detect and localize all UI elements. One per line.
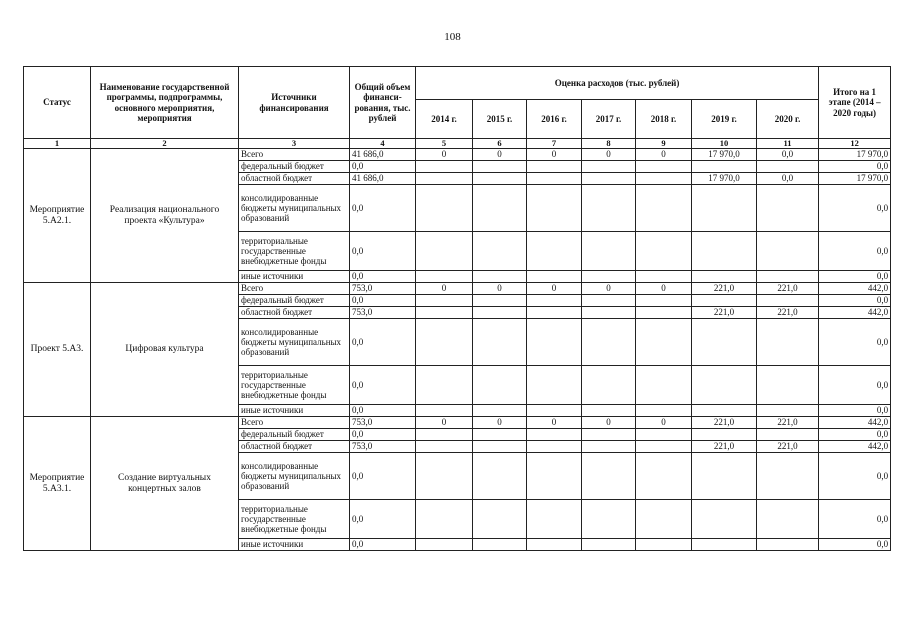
year-value-cell: 0 <box>527 417 582 429</box>
year-value-cell <box>636 453 692 500</box>
header-itogo: Итого на 1 этапе (2014 – 2020 годы) <box>819 67 891 139</box>
year-value-cell <box>473 500 527 539</box>
itogo-cell: 0,0 <box>819 232 891 271</box>
year-value-cell <box>527 405 582 417</box>
year-value-cell <box>473 271 527 283</box>
total-funding-cell: 0,0 <box>350 161 416 173</box>
column-number: 6 <box>473 139 527 149</box>
year-value-cell: 221,0 <box>757 307 819 319</box>
year-value-cell <box>527 500 582 539</box>
funding-source-cell: Всего <box>239 283 350 295</box>
header-year: 2020 г. <box>757 100 819 139</box>
funding-source-cell: иные источники <box>239 271 350 283</box>
year-value-cell <box>473 405 527 417</box>
year-value-cell: 0 <box>636 149 692 161</box>
funding-source-cell: областной бюджет <box>239 173 350 185</box>
header-name: Наименование государственной программы, подпрограммы, основного мероприятия, мероприятия <box>91 67 239 139</box>
total-funding-cell: 0,0 <box>350 453 416 500</box>
itogo-cell: 0,0 <box>819 319 891 366</box>
year-value-cell: 17 970,0 <box>692 173 757 185</box>
column-number: 4 <box>350 139 416 149</box>
total-funding-cell: 753,0 <box>350 417 416 429</box>
total-funding-cell: 0,0 <box>350 429 416 441</box>
header-status: Статус <box>24 67 91 139</box>
itogo-cell: 0,0 <box>819 271 891 283</box>
funding-source-cell: территориальные государственные внебюджетные фонды <box>239 366 350 405</box>
year-value-cell <box>582 319 636 366</box>
itogo-cell: 0,0 <box>819 185 891 232</box>
year-value-cell <box>692 185 757 232</box>
year-value-cell: 0 <box>473 283 527 295</box>
year-value-cell <box>692 405 757 417</box>
column-number: 2 <box>91 139 239 149</box>
year-value-cell: 17 970,0 <box>692 149 757 161</box>
year-value-cell <box>473 232 527 271</box>
funding-source-cell: федеральный бюджет <box>239 429 350 441</box>
year-value-cell <box>416 319 473 366</box>
year-value-cell <box>527 173 582 185</box>
year-value-cell: 0 <box>473 417 527 429</box>
year-value-cell <box>636 539 692 551</box>
column-number: 7 <box>527 139 582 149</box>
itogo-cell: 0,0 <box>819 161 891 173</box>
year-value-cell <box>582 539 636 551</box>
itogo-cell: 0,0 <box>819 295 891 307</box>
year-value-cell <box>473 366 527 405</box>
year-value-cell <box>416 405 473 417</box>
header-sources: Источники финансирования <box>239 67 350 139</box>
year-value-cell: 0,0 <box>757 149 819 161</box>
itogo-cell: 0,0 <box>819 500 891 539</box>
page-number: 108 <box>444 31 461 43</box>
year-value-cell <box>757 366 819 405</box>
year-value-cell <box>757 539 819 551</box>
year-value-cell: 0 <box>582 283 636 295</box>
itogo-cell: 0,0 <box>819 539 891 551</box>
year-value-cell <box>473 453 527 500</box>
year-value-cell <box>416 307 473 319</box>
year-value-cell <box>757 405 819 417</box>
total-funding-cell: 0,0 <box>350 366 416 405</box>
year-value-cell: 221,0 <box>757 283 819 295</box>
header-year: 2017 г. <box>582 100 636 139</box>
year-value-cell <box>416 366 473 405</box>
year-value-cell <box>636 366 692 405</box>
funding-source-cell: областной бюджет <box>239 441 350 453</box>
total-funding-cell: 41 686,0 <box>350 173 416 185</box>
year-value-cell <box>416 295 473 307</box>
year-value-cell <box>527 429 582 441</box>
year-value-cell <box>473 539 527 551</box>
year-value-cell <box>527 185 582 232</box>
column-number: 8 <box>582 139 636 149</box>
year-value-cell: 221,0 <box>692 283 757 295</box>
year-value-cell <box>473 161 527 173</box>
year-value-cell: 221,0 <box>692 441 757 453</box>
year-value-cell <box>473 429 527 441</box>
funding-source-cell: территориальные государственные внебюджетные фонды <box>239 500 350 539</box>
table-row <box>24 417 891 429</box>
column-number: 10 <box>692 139 757 149</box>
itogo-cell: 442,0 <box>819 441 891 453</box>
year-value-cell: 0 <box>416 417 473 429</box>
year-value-cell <box>636 405 692 417</box>
status-cell: Мероприятие 5.А2.1. <box>24 149 91 283</box>
status-cell: Проект 5.А3. <box>24 283 91 417</box>
year-value-cell <box>757 429 819 441</box>
header-year: 2016 г. <box>527 100 582 139</box>
year-value-cell <box>473 441 527 453</box>
itogo-cell: 0,0 <box>819 405 891 417</box>
total-funding-cell: 753,0 <box>350 441 416 453</box>
year-value-cell <box>636 295 692 307</box>
itogo-cell: 442,0 <box>819 283 891 295</box>
year-value-cell <box>636 232 692 271</box>
header-year: 2014 г. <box>416 100 473 139</box>
year-value-cell <box>636 271 692 283</box>
year-value-cell <box>527 271 582 283</box>
year-value-cell <box>582 295 636 307</box>
year-value-cell <box>416 453 473 500</box>
program-name-cell: Реализация национального проекта «Культура» <box>91 149 239 283</box>
year-value-cell: 221,0 <box>692 417 757 429</box>
total-funding-cell: 753,0 <box>350 283 416 295</box>
year-value-cell <box>582 307 636 319</box>
year-value-cell <box>473 319 527 366</box>
year-value-cell <box>692 295 757 307</box>
year-value-cell <box>692 366 757 405</box>
year-value-cell <box>582 232 636 271</box>
year-value-cell <box>416 271 473 283</box>
year-value-cell <box>527 232 582 271</box>
year-value-cell <box>582 429 636 441</box>
year-value-cell <box>582 366 636 405</box>
total-funding-cell: 41 686,0 <box>350 149 416 161</box>
header-estimate: Оценка расходов (тыс. рублей) <box>416 67 819 100</box>
column-number: 3 <box>239 139 350 149</box>
year-value-cell <box>416 185 473 232</box>
program-name-cell: Цифровая культура <box>91 283 239 417</box>
header-year: 2019 г. <box>692 100 757 139</box>
year-value-cell: 0 <box>416 149 473 161</box>
itogo-cell: 0,0 <box>819 453 891 500</box>
itogo-cell: 17 970,0 <box>819 149 891 161</box>
year-value-cell <box>473 173 527 185</box>
program-name-cell: Создание виртуальных концертных залов <box>91 417 239 551</box>
funding-source-cell: консолидированные бюджеты муниципальных образований <box>239 453 350 500</box>
budget-table <box>23 66 891 551</box>
year-value-cell <box>757 453 819 500</box>
year-value-cell <box>473 307 527 319</box>
year-value-cell <box>527 441 582 453</box>
total-funding-cell: 0,0 <box>350 405 416 417</box>
itogo-cell: 17 970,0 <box>819 173 891 185</box>
year-value-cell <box>473 295 527 307</box>
table-row <box>24 283 891 295</box>
column-number: 5 <box>416 139 473 149</box>
year-value-cell: 221,0 <box>757 441 819 453</box>
total-funding-cell: 0,0 <box>350 539 416 551</box>
status-cell: Мероприятие 5.А3.1. <box>24 417 91 551</box>
total-funding-cell: 0,0 <box>350 232 416 271</box>
total-funding-cell: 753,0 <box>350 307 416 319</box>
year-value-cell <box>757 232 819 271</box>
year-value-cell <box>692 232 757 271</box>
table-header <box>24 67 891 149</box>
year-value-cell: 221,0 <box>757 417 819 429</box>
year-value-cell <box>527 453 582 500</box>
year-value-cell <box>757 500 819 539</box>
year-value-cell <box>582 185 636 232</box>
year-value-cell <box>636 319 692 366</box>
year-value-cell <box>582 271 636 283</box>
year-value-cell <box>636 161 692 173</box>
year-value-cell <box>636 429 692 441</box>
year-value-cell <box>636 500 692 539</box>
funding-source-cell: консолидированные бюджеты муниципальных образований <box>239 319 350 366</box>
year-value-cell <box>527 307 582 319</box>
header-total: Общий объем финанси-рования, тыс. рублей <box>350 67 416 139</box>
year-value-cell <box>527 161 582 173</box>
year-value-cell <box>582 161 636 173</box>
year-value-cell <box>416 500 473 539</box>
itogo-cell: 0,0 <box>819 366 891 405</box>
column-number: 12 <box>819 139 891 149</box>
column-number: 1 <box>24 139 91 149</box>
year-value-cell <box>692 453 757 500</box>
year-value-cell: 221,0 <box>692 307 757 319</box>
year-value-cell <box>527 295 582 307</box>
total-funding-cell: 0,0 <box>350 500 416 539</box>
funding-source-cell: иные источники <box>239 405 350 417</box>
year-value-cell: 0 <box>582 149 636 161</box>
itogo-cell: 442,0 <box>819 417 891 429</box>
year-value-cell <box>636 441 692 453</box>
column-number: 9 <box>636 139 692 149</box>
year-value-cell <box>692 539 757 551</box>
year-value-cell <box>582 405 636 417</box>
year-value-cell <box>582 453 636 500</box>
year-value-cell: 0 <box>636 283 692 295</box>
year-value-cell <box>416 429 473 441</box>
funding-source-cell: Всего <box>239 149 350 161</box>
year-value-cell <box>692 319 757 366</box>
total-funding-cell: 0,0 <box>350 271 416 283</box>
funding-source-cell: областной бюджет <box>239 307 350 319</box>
table-body <box>24 149 891 551</box>
year-value-cell <box>636 185 692 232</box>
year-value-cell: 0 <box>416 283 473 295</box>
funding-source-cell: консолидированные бюджеты муниципальных образований <box>239 185 350 232</box>
year-value-cell: 0 <box>636 417 692 429</box>
year-value-cell <box>416 173 473 185</box>
funding-source-cell: федеральный бюджет <box>239 295 350 307</box>
header-year: 2018 г. <box>636 100 692 139</box>
year-value-cell <box>582 441 636 453</box>
itogo-cell: 0,0 <box>819 429 891 441</box>
year-value-cell <box>416 161 473 173</box>
year-value-cell <box>582 173 636 185</box>
column-number: 11 <box>757 139 819 149</box>
year-value-cell <box>636 173 692 185</box>
funding-source-cell: федеральный бюджет <box>239 161 350 173</box>
year-value-cell <box>527 539 582 551</box>
year-value-cell <box>527 319 582 366</box>
year-value-cell <box>757 319 819 366</box>
year-value-cell <box>416 232 473 271</box>
year-value-cell <box>582 500 636 539</box>
total-funding-cell: 0,0 <box>350 185 416 232</box>
year-value-cell <box>757 161 819 173</box>
year-value-cell: 0,0 <box>757 173 819 185</box>
year-value-cell <box>636 307 692 319</box>
year-value-cell <box>692 429 757 441</box>
year-value-cell <box>692 500 757 539</box>
year-value-cell <box>416 539 473 551</box>
year-value-cell <box>757 271 819 283</box>
funding-source-cell: Всего <box>239 417 350 429</box>
funding-source-cell: территориальные государственные внебюджетные фонды <box>239 232 350 271</box>
year-value-cell: 0 <box>527 283 582 295</box>
header-year: 2015 г. <box>473 100 527 139</box>
year-value-cell <box>757 185 819 232</box>
year-value-cell <box>527 366 582 405</box>
year-value-cell: 0 <box>527 149 582 161</box>
total-funding-cell: 0,0 <box>350 295 416 307</box>
year-value-cell <box>473 185 527 232</box>
column-number-row <box>24 139 891 149</box>
year-value-cell: 0 <box>582 417 636 429</box>
year-value-cell <box>692 271 757 283</box>
year-value-cell: 0 <box>473 149 527 161</box>
itogo-cell: 442,0 <box>819 307 891 319</box>
year-value-cell <box>692 161 757 173</box>
year-value-cell <box>757 295 819 307</box>
total-funding-cell: 0,0 <box>350 319 416 366</box>
funding-source-cell: иные источники <box>239 539 350 551</box>
year-value-cell <box>416 441 473 453</box>
table-row <box>24 149 891 161</box>
